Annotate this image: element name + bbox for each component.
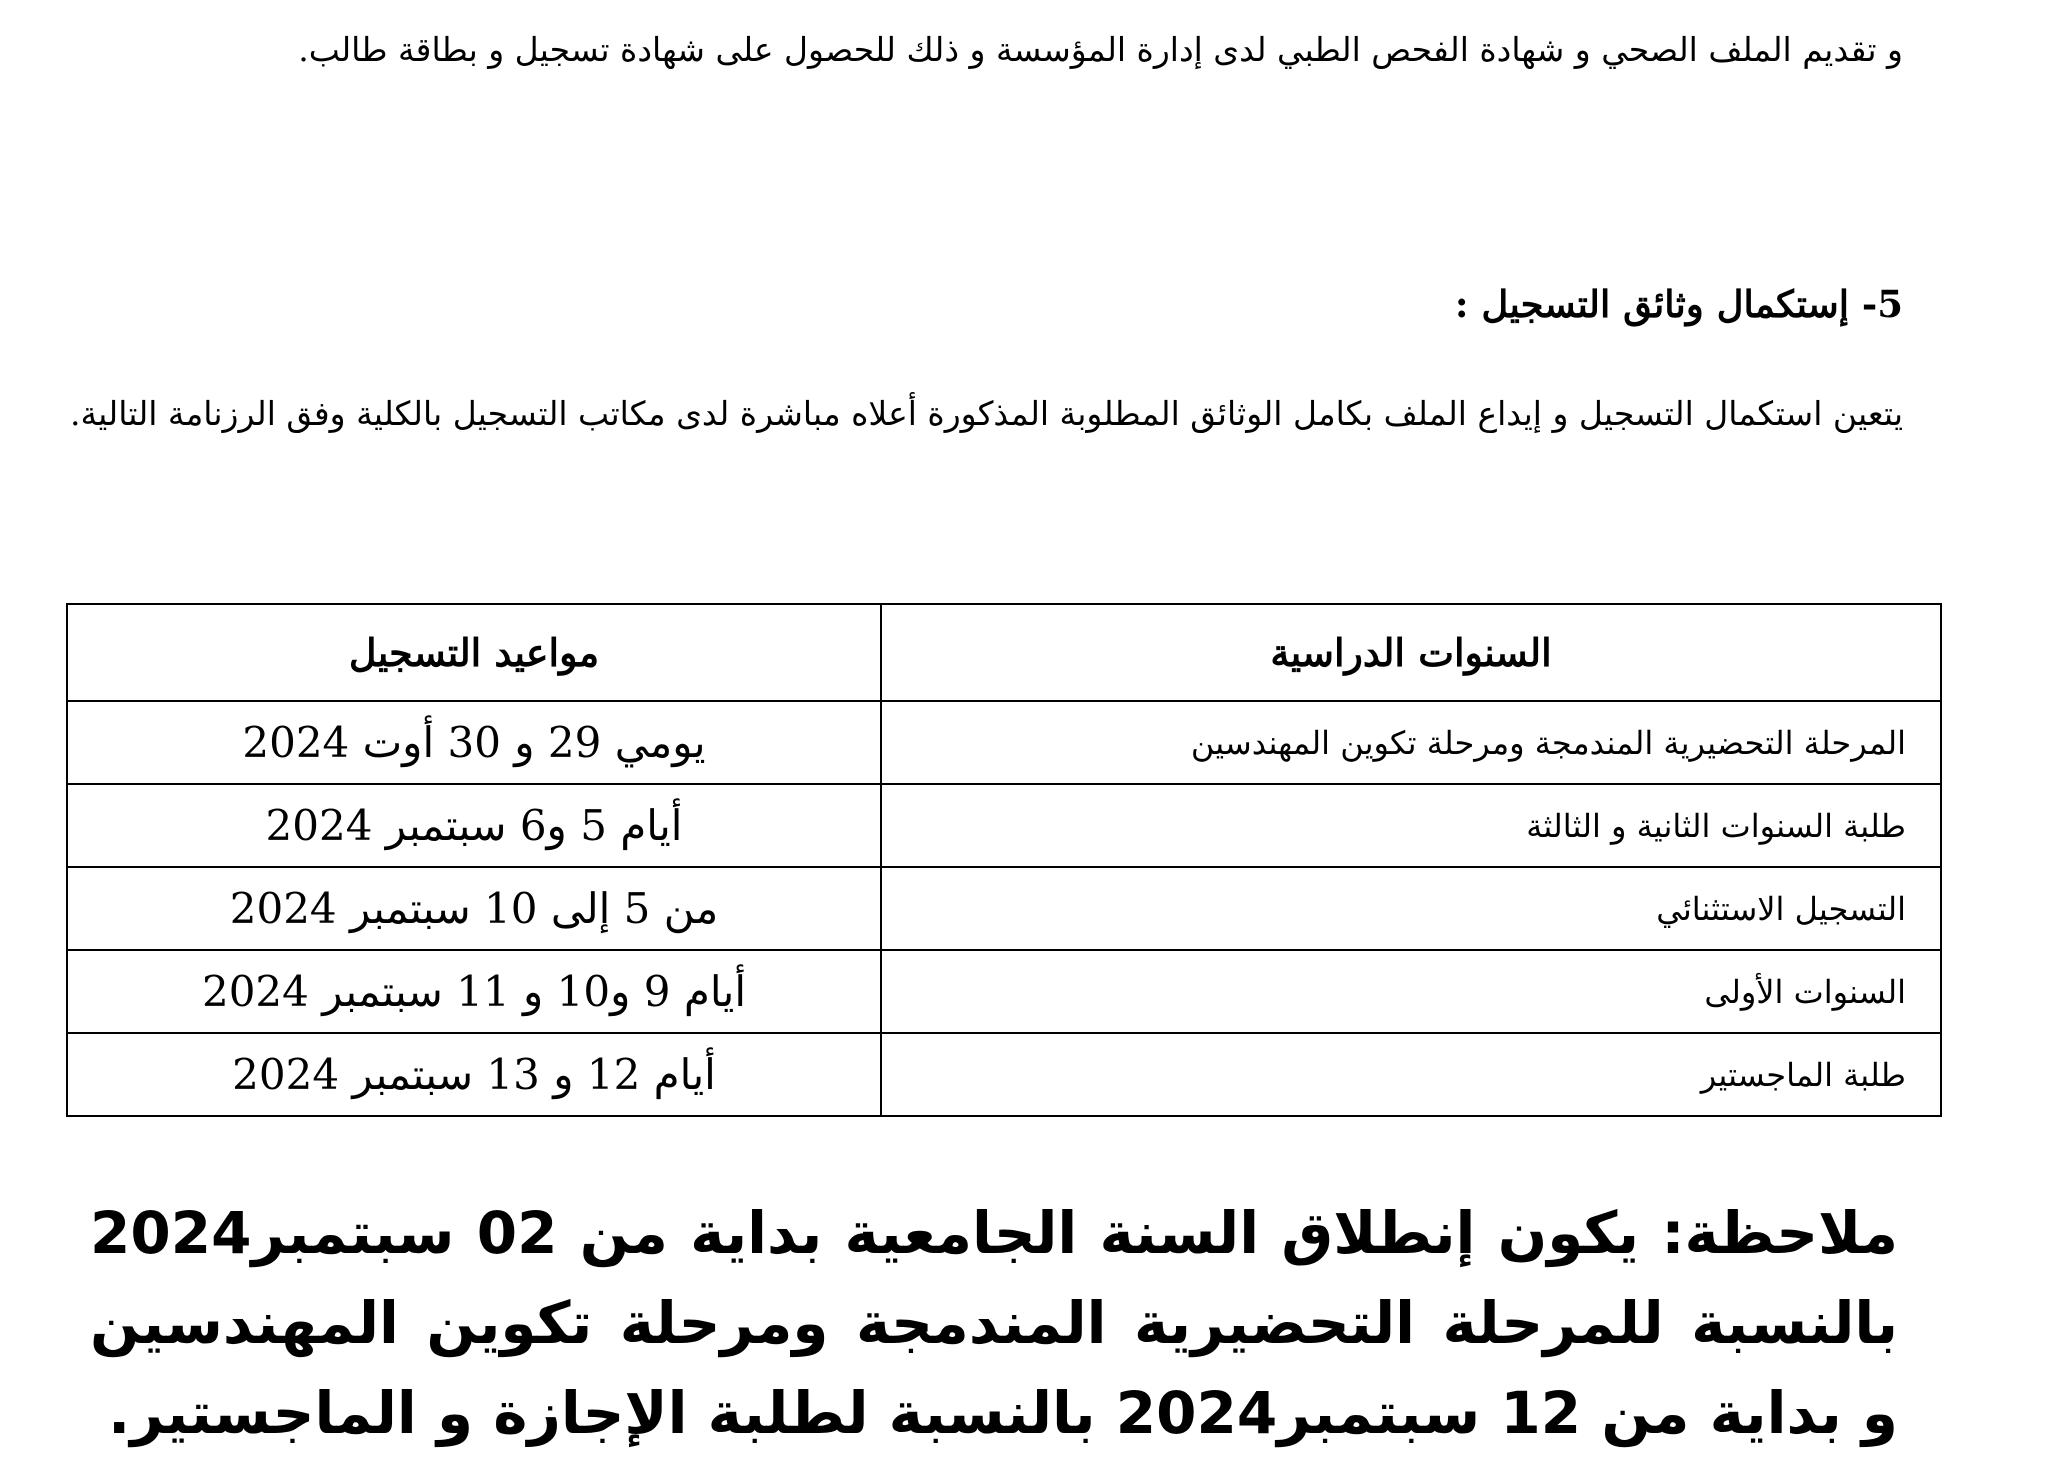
table-row <box>67 784 1941 867</box>
table-row <box>67 950 1941 1033</box>
table-row <box>67 1033 1941 1116</box>
row-year: السنوات الأولى <box>881 950 1941 1033</box>
header-years: السنوات الدراسية <box>881 604 1941 701</box>
row-date: أيام 9 و10 و 11 سبتمبر 2024 <box>67 950 881 1033</box>
registration-schedule-table <box>66 603 1942 1117</box>
header-dates: مواعيد التسجيل <box>67 604 881 701</box>
row-date: من 5 إلى 10 سبتمبر 2024 <box>67 867 881 950</box>
table-header-row <box>67 604 1941 701</box>
table-row <box>67 701 1941 784</box>
note-paragraph: ملاحظة: يكون إنطلاق السنة الجامعية بداية من 02 سبتمبر2024 بالنسبة للمرحلة التحضيرية المندمجة ومرحلة تكوين المهندسين و بداية من 12 سبتمبر2024 بالنسبة لطلبة الإجازة و الماجستير. <box>90 1199 1898 1447</box>
table-row <box>67 867 1941 950</box>
section-paragraph: يتعين استكمال التسجيل و إيداع الملف بكامل الوثائق المطلوبة المذكورة أعلاه مباشرة لدى مكاتب التسجيل بالكلية وفق الرزنامة التالية. <box>70 394 1903 433</box>
row-year: التسجيل الاستثنائي <box>881 867 1941 950</box>
row-date: يومي 29 و 30 أوت 2024 <box>67 701 881 784</box>
section-heading: 5- إستكمال وثائق التسجيل : <box>1454 282 1903 326</box>
row-year: طلبة الماجستير <box>881 1033 1941 1116</box>
row-year: طلبة السنوات الثانية و الثالثة <box>881 784 1941 867</box>
row-date: أيام 5 و6 سبتمبر 2024 <box>67 784 881 867</box>
intro-line: و تقديم الملف الصحي و شهادة الفحص الطبي لدى إدارة المؤسسة و ذلك للحصول على شهادة تسجيل و بطاقة طالب. <box>298 30 1903 69</box>
row-date: أيام 12 و 13 سبتمبر 2024 <box>67 1033 881 1116</box>
row-year: المرحلة التحضيرية المندمجة ومرحلة تكوين المهندسين <box>881 701 1941 784</box>
